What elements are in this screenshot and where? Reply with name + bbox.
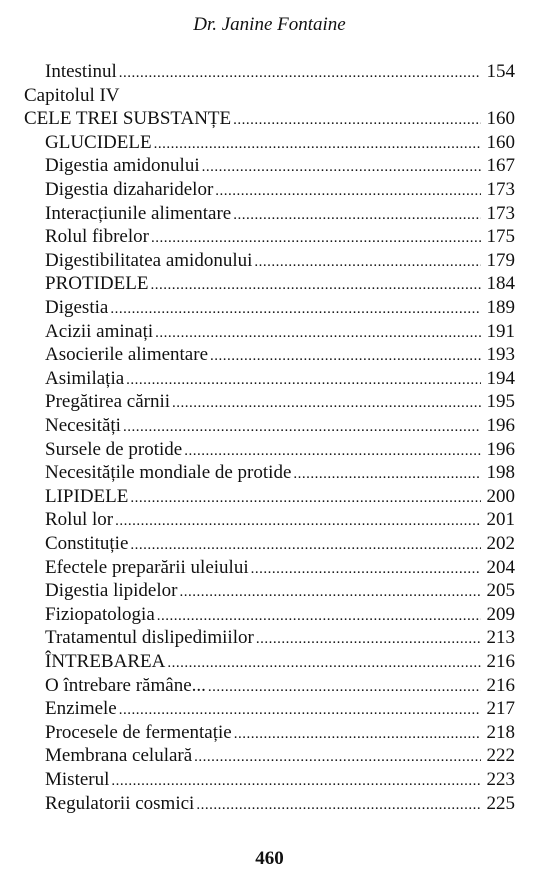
toc-entry-title: Enzimele bbox=[45, 698, 117, 720]
toc-entry-page: 160 bbox=[486, 131, 515, 153]
toc-entry bbox=[45, 791, 515, 817]
toc-entry bbox=[45, 366, 515, 392]
toc-entry bbox=[45, 531, 515, 557]
toc-entry-title: O întrebare rămâne... bbox=[45, 674, 206, 696]
toc-entry bbox=[45, 673, 515, 699]
toc-entry bbox=[24, 106, 515, 132]
toc-entry-title: Necesitățile mondiale de protide bbox=[45, 462, 292, 484]
toc-entry bbox=[45, 224, 515, 250]
toc-entry bbox=[45, 649, 515, 675]
toc-entry bbox=[45, 248, 515, 274]
toc-entry-title: LIPIDELE bbox=[45, 485, 129, 507]
toc-entry-page: 204 bbox=[486, 556, 515, 578]
toc-entry-title: Acizii aminați bbox=[45, 320, 154, 342]
toc-entry-page: 201 bbox=[486, 509, 515, 531]
toc-entry bbox=[24, 83, 515, 109]
toc-entry-page: 191 bbox=[486, 320, 515, 342]
toc-entry-title: Necesități bbox=[45, 415, 121, 436]
toc-entry-title: Interacțiunile alimentare bbox=[45, 202, 232, 224]
toc-entry-title: Asocierile alimentare bbox=[45, 344, 209, 366]
toc-entry bbox=[45, 177, 515, 203]
toc-entry-title: Rolul lor bbox=[45, 509, 114, 531]
toc-entry-title: Asimilația bbox=[45, 367, 125, 389]
toc-entry-title: Efectele preparării uleiului bbox=[45, 556, 249, 578]
toc-entry bbox=[45, 130, 515, 156]
running-head: Dr. Janine Fontaine bbox=[193, 14, 346, 35]
page-number: 460 bbox=[255, 848, 284, 869]
toc-entry-title: Pregătirea cărnii bbox=[45, 391, 171, 413]
dot-leader bbox=[196, 792, 481, 818]
toc-entry-title: Digestia amidonului bbox=[45, 155, 200, 177]
toc-entry bbox=[45, 625, 515, 651]
toc-entry-page: 213 bbox=[486, 627, 515, 649]
toc-entry bbox=[45, 153, 515, 179]
toc-entry-page: 225 bbox=[486, 792, 515, 814]
toc-entry bbox=[45, 295, 515, 321]
toc-entry-title: Membrana celulară bbox=[45, 745, 193, 767]
toc-entry-page: 202 bbox=[486, 533, 515, 554]
toc-entry-title: Rolul fibrelor bbox=[45, 226, 149, 248]
toc-entry bbox=[45, 319, 515, 345]
toc-entry-page: 193 bbox=[486, 344, 515, 366]
toc-entry-page: 173 bbox=[486, 202, 515, 224]
toc-entry-page: 198 bbox=[486, 462, 515, 484]
toc-entry-page: 209 bbox=[486, 603, 515, 625]
toc-entry-page: 218 bbox=[486, 721, 515, 743]
toc-entry-page: 184 bbox=[486, 273, 515, 295]
toc-entry-page: 173 bbox=[486, 179, 515, 200]
toc-entry-page: 223 bbox=[486, 769, 515, 790]
toc-entry-page: 200 bbox=[486, 485, 515, 507]
toc-entry-page: 167 bbox=[486, 155, 515, 177]
toc-entry bbox=[45, 201, 515, 227]
toc-entry bbox=[45, 437, 515, 463]
toc-entry-page: 196 bbox=[486, 415, 515, 436]
toc-entry-page: 154 bbox=[486, 61, 515, 82]
toc-entry bbox=[45, 484, 515, 510]
toc-entry-page: 175 bbox=[486, 226, 515, 248]
toc-entry-page: 216 bbox=[486, 674, 515, 696]
toc-entry-title: GLUCIDELE bbox=[45, 131, 152, 153]
toc-entry bbox=[45, 342, 515, 368]
toc-entry bbox=[45, 507, 515, 533]
toc-entry bbox=[45, 767, 515, 793]
toc-entry-page: 194 bbox=[486, 367, 515, 389]
toc-entry-page: 160 bbox=[486, 108, 515, 130]
toc-entry bbox=[45, 720, 515, 746]
toc-entry-page: 222 bbox=[486, 745, 515, 767]
toc-entry-title: Digestia lipidelor bbox=[45, 580, 178, 602]
toc-entry-title: Tratamentul dislipedimiilor bbox=[45, 627, 254, 649]
toc-entry-page: 216 bbox=[486, 651, 515, 672]
toc-entry-title: Procesele de fermentație bbox=[45, 721, 232, 743]
toc-entry-title: CELE TREI SUBSTANȚE bbox=[24, 108, 232, 130]
toc-entry-title: PROTIDELE bbox=[45, 273, 149, 295]
toc-entry-page: 196 bbox=[486, 438, 515, 460]
toc-entry bbox=[45, 413, 515, 439]
toc-entry-page: 189 bbox=[486, 297, 515, 318]
toc-entry-page: 205 bbox=[486, 580, 515, 602]
toc-entry bbox=[45, 743, 515, 769]
toc-entry bbox=[45, 696, 515, 722]
toc-entry-title: Intestinul bbox=[45, 61, 117, 82]
toc-entry-title: Fiziopatologia bbox=[45, 603, 155, 625]
toc-entry bbox=[45, 578, 515, 604]
toc-entry-title: Capitolul IV bbox=[24, 84, 120, 106]
toc-entry bbox=[45, 460, 515, 486]
toc-entry-title: ÎNTREBAREA bbox=[45, 651, 166, 672]
toc-entry-title: Sursele de protide bbox=[45, 438, 183, 460]
toc-entry bbox=[45, 602, 515, 628]
toc-entry bbox=[45, 271, 515, 297]
toc-entry-page: 195 bbox=[486, 391, 515, 413]
toc-entry bbox=[45, 555, 515, 581]
toc-entry bbox=[45, 59, 515, 85]
toc-entry-page: 217 bbox=[486, 698, 515, 720]
toc-entry-title: Misterul bbox=[45, 769, 110, 790]
toc-entry-title: Digestia bbox=[45, 297, 109, 318]
toc-entry bbox=[45, 389, 515, 415]
toc-entry-title: Digestibilitatea amidonului bbox=[45, 249, 253, 271]
toc-entry-title: Regulatorii cosmici bbox=[45, 792, 195, 814]
toc-entry-title: Constituție bbox=[45, 533, 129, 554]
toc-entry-page: 179 bbox=[486, 249, 515, 271]
toc-entry-title: Digestia dizaharidelor bbox=[45, 179, 214, 200]
